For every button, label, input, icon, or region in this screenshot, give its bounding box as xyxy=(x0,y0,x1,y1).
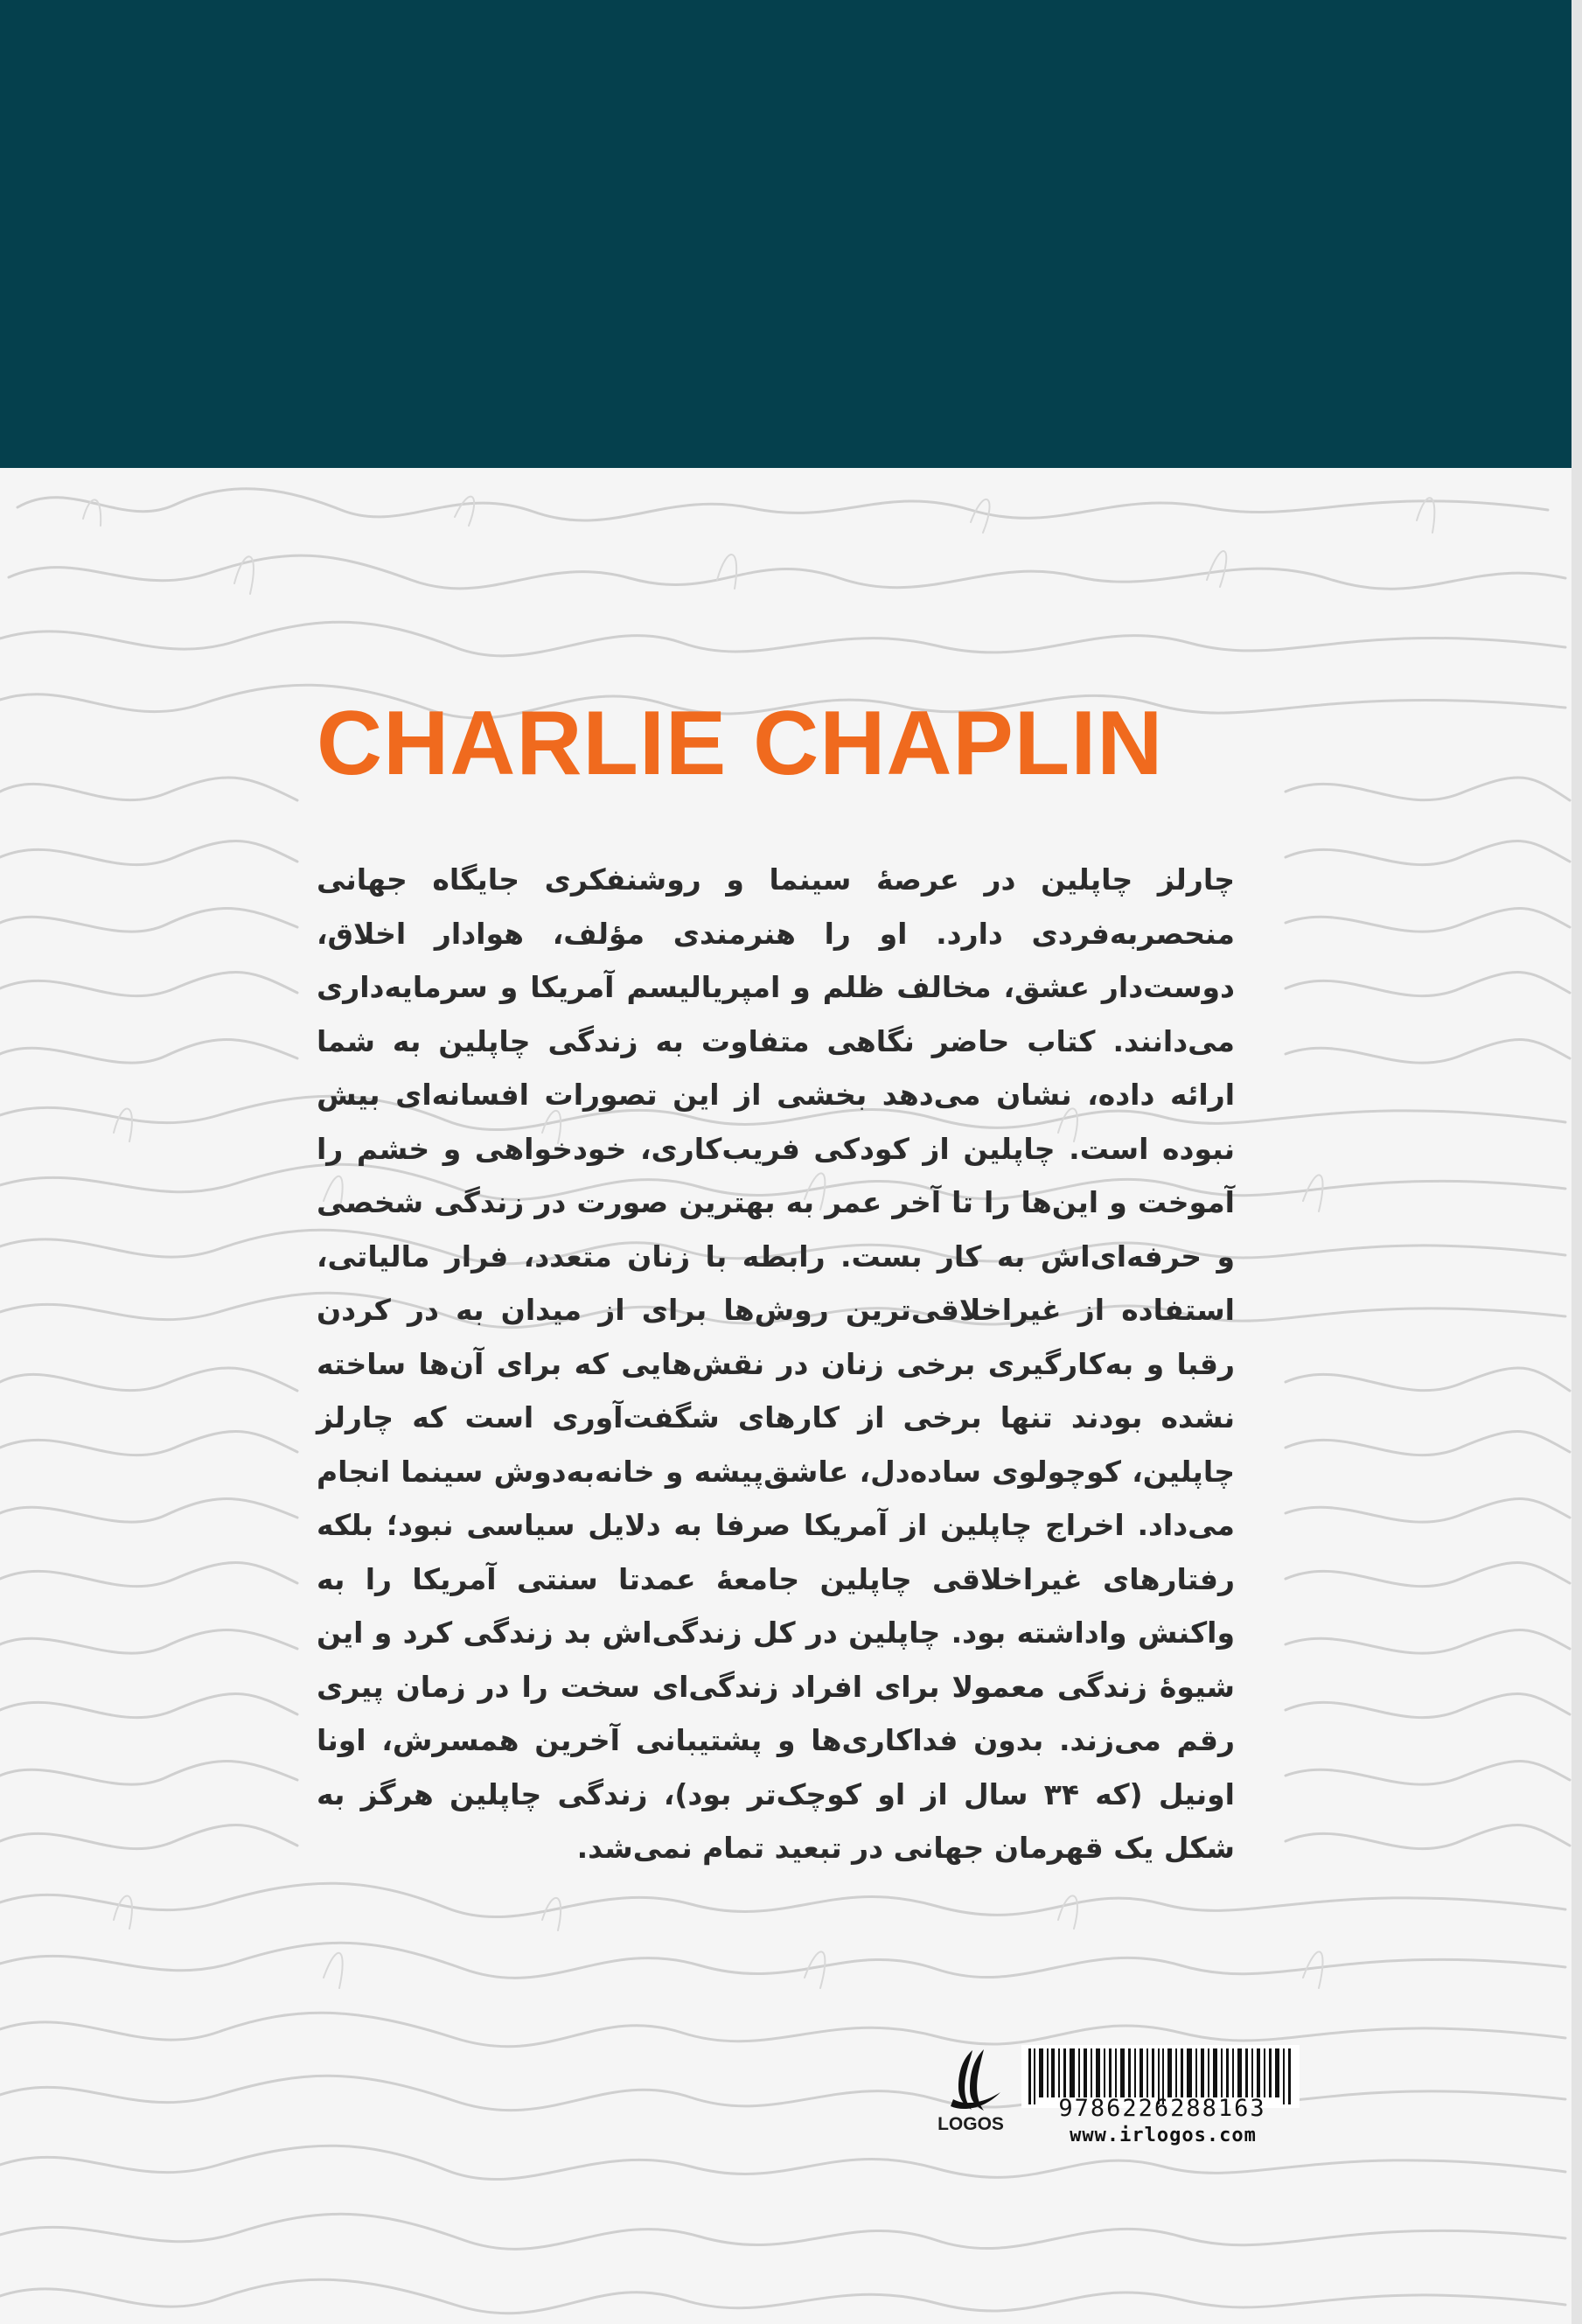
publisher-logo xyxy=(931,2047,1010,2134)
book-description: چارلز چاپلین در عرصهٔ سینما و روشنفکری جایگاه جهانی منحصربه‌فردی دارد. او را هنرمندی مؤلف، هوادار اخلاق، دوست‌دار عشق، مخالف ظلم و امپریالیسم آمریکا و سرمایه‌داری می‌دانند. کتاب حاضر نگاهی متفاوت به زندگی چاپلین به شما ارائه داده، نشان می‌دهد بخشی از این تصورات افسانه‌ای بیش نبوده است. چاپلین از کودکی فریب‌کاری، خودخواهی و خشم را آموخت و این‌ها را تا آخر عمر به بهترین صورت در زندگی شخصی و حرفه‌ای‌اش به کار بست. رابطه با زنان متعدد، فرار مالیاتی، استفاده از غیراخلاقی‌ترین روش‌ها برای از میدان به در کردن رقبا و به‌کارگیری برخی زنان در نقش‌هایی که برای آن‌ها ساخته نشده بودند تنها برخی از کارهای شگفت‌آوری است که چارلز چاپلین، کوچولوی ساده‌دل، عاشق‌پیشه و خانه‌به‌دوش سینما انجام می‌داد. اخراج چاپلین از آمریکا صرفا به دلایل سیاسی نبود؛ بلکه رفتارهای غیراخلاقی چاپلین جامعهٔ عمدتا سنتی آمریکا را به واکنش واداشته بود. چاپلین در کل زندگی‌اش بد زندگی کرد و این شیوهٔ زندگی معمولا برای افراد زندگی‌ای سخت را در زمان پیری رقم می‌زند. بدون فداکاری‌ها و پشتیبانی آخرین همسرش، اونا اونیل (که ۳۴ سال از او کوچک‌تر بود)، زندگی چاپلین هرگز به شکل یک قهرمان جهانی در تبعید تمام نمی‌شد. xyxy=(317,862,1235,1865)
book-title: CHARLIE CHAPLIN xyxy=(317,693,1164,794)
right-edge-strip xyxy=(1572,0,1582,2324)
isbn-number: 9786226288163 xyxy=(1058,2095,1266,2122)
publisher-logo-text: LOGOS xyxy=(937,2114,1004,2134)
top-color-band xyxy=(0,0,1572,468)
publisher-website: www.irlogos.com xyxy=(1070,2125,1257,2146)
